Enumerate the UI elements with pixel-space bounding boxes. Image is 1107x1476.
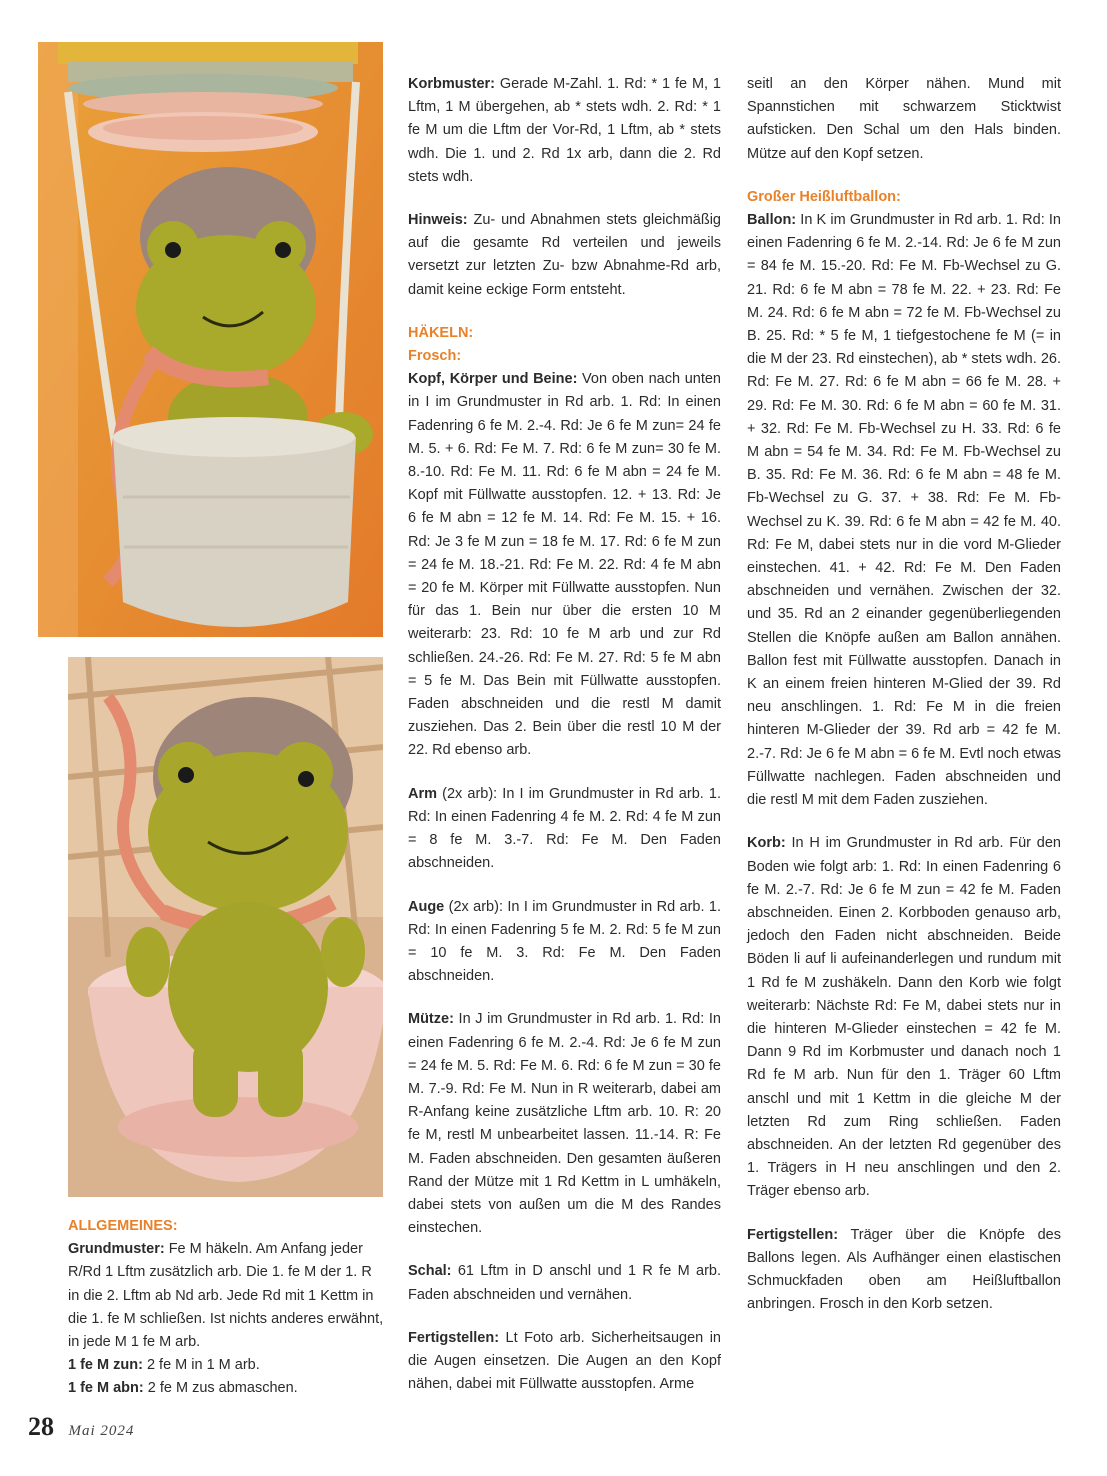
label-korb: Korb: [747, 835, 786, 852]
label-arm: Arm [408, 785, 438, 802]
text-ballon: In K im Grundmuster in Rd arb. 1. Rd: In einen Fadenring 6 fe M. 2.-14. Rd: Je 6 fe M zun = 84 fe M. 15.-20. Rd: Fe M. Fb-Wechsel zu G. 21. Rd: 6 fe M abn = 78 fe M. 22. + 23. Rd: Fe M. 24. Rd: 6 fe M abn = 72 fe M. Fb-Wechsel zu B. 25. Rd: * 5 fe M, 1 tiefgestochene fe M (= in die M der 23. Rd einstechen), ab * stets wdh. 26. Rd: Fe M. 27. Rd: 6 fe M abn = 66 fe M. 28. + 29. Rd: Fe M. 30. Rd: 6 fe M abn = 60 fe M. 31. + 32. Rd: Fe M. Fb-Wechsel zu H. 33. Rd: 6 fe M abn = 54 fe M. 34. Rd: Fe M. Fb-Wechsel zu B. 35. Rd: Fe M. 36. Rd: 6 fe M abn = 48 fe M. Fb-Wechsel zu G. 37. + 38. Rd: Fe M. Fb-Wechsel zu K. 39. Rd: 6 fe M abn = 42 fe M. 40. Rd: Fe M, dabei stets nur in die vord M-Glieder einstechen. 41. + 42. Rd: Fe M. Den Faden abschneiden und vernähen. Zwischen der 32. und 35. Rd an 2 einander gegenüberliegenden Stellen die Knöpfe außen am Ballon annähen. Ballon fest mit Füllwatte ausstopfen. Danach in K an einem freien hinteren M-Glied der 39. Rd neu anschlingen. 1. Rd: Fe M in die freien hinteren M-Glieder der 39. Rd arb = 42 fe M. 2.-7. Rd: Je 6 fe M abn = 6 fe M. Evtl noch etwas Füllwatte nachlegen. Faden abschneiden und die restl M mit dem Faden zusziehen. [747, 212, 1061, 809]
label-grundmuster: Grundmuster: [68, 1241, 165, 1258]
text-zun: 2 fe M in 1 M arb. [142, 1357, 260, 1374]
page-footer [28, 1412, 134, 1442]
text-hinweis: Zu- und Abnahmen stets gleichmäßig auf die gesamte Rd verteilen und jeweils versetzt zur letzten Zu- bzw Abnahme-Rd arb, damit keine eckige Form entsteht. [408, 212, 721, 298]
para-abn [68, 1377, 386, 1400]
column-middle [408, 73, 721, 1416]
text-auge: (2x arb): In I im Grundmuster in Rd arb. 1. Rd: In einen Fadenring 5 fe M. 2. Rd: 5 fe M zun = 10 fe M. 3. Rd: Fe M. Den Faden abschneiden. [408, 898, 721, 985]
para-auge [408, 896, 721, 989]
column-left [68, 1215, 386, 1401]
label-abn: 1 fe M abn: [68, 1380, 144, 1397]
text-arm: (2x arb): In I im Grundmuster in Rd arb. 1. Rd: In einen Fadenring 4 fe M. 2. Rd: 4 fe M zun = 8 fe M. 3.-7. Rd: Fe M. Den Faden abschneiden. [408, 785, 721, 872]
label-zun: 1 fe M zun: [68, 1357, 143, 1374]
photo-frog-in-bowl [68, 657, 383, 1197]
label-schal: Schal: [408, 1263, 452, 1280]
label-korbmuster: Korbmuster: [408, 76, 496, 92]
text-korbmuster: Gerade M-Zahl. 1. Rd: * 1 fe M, 1 Lftm, 1 M übergehen, ab * stets wdh. 2. Rd: * 1 fe M um die Lftm der Vor-Rd, 1 Lftm, ab * stets wdh. Die 1. und 2. Rd 1x arb, dann die 2. Rd stets wdh. [408, 76, 721, 185]
para-arm [408, 783, 721, 876]
text-grundmuster: Fe M häkeln. Am Anfang jeder R/Rd 1 Lftm zusätzlich arb. Die 1. fe M der 1. R in die 2. Lftm ab Nd arb. Jede Rd mit 1 Kettm in die 1. fe M schließen. Ist nichts anderes erwähnt, in jede M 1 fe M arb. [68, 1241, 384, 1351]
frog-bowl-illustration [68, 657, 383, 1197]
label-ballon: Ballon: [747, 212, 797, 229]
para-cont: seitl an den Körper nähen. Mund mit Spannstichen mit schwarzem Sticktwist aufsticken. Den Schal um den Hals binden. Mütze auf den Kopf setzen. [747, 76, 1061, 162]
para-korbmuster [408, 73, 721, 189]
photo-frog-in-balloon-basket [38, 42, 383, 637]
heading-frosch: Frosch: [408, 348, 462, 365]
text-fertig-frosch: Lt Foto arb. Sicherheitsaugen in die Augen einsetzen. Die Augen an den Kopf nähen, dabei mit Füllwatte ausstopfen. Arme [408, 1329, 721, 1393]
text-kopf: Von oben nach unten in I im Grundmuster in Rd arb. 1. Rd: In einen Fadenring 6 fe M. 2.-4. Rd: Je 6 fe M zun= 24 fe M. 5. + 6. Rd: Fe M. 7. Rd: 6 fe M zun= 30 fe M. 8.-10. Rd: Fe M. 11. Rd: 6 fe M abn = 24 fe M. Kopf mit Füllwatte ausstopfen. 12. + 13. Rd: Je 6 fe M abn = 12 fe M. 14. Rd: Fe M. 15. + 16. Rd: Je 3 fe M zun = 18 fe M. 17. Rd: 6 fe M zun = 24 fe M. 18.-21. Rd: Fe M. 22. Rd: 4 fe M abn = 20 fe M. Körper mit Füllwatte ausstopfen. Nun für das 1. Bein nur über die ersten 10 M weiterarb: 23. Rd: 10 fe M arb und zur Rd schließen. 24.-26. Rd: Fe M. 27. Rd: 5 fe M abn = 5 fe M. Das Bein mit Füllwatte ausstopfen. Faden abschneiden und die restl M damit zusziehen. Das 2. Bein über die restl 10 M der 22. Rd ebenso arb. [408, 371, 721, 759]
para-kopf [408, 368, 721, 762]
para-schal [408, 1260, 721, 1306]
para-ballon [747, 209, 1061, 812]
label-fertig-frosch: Fertigstellen: [408, 1329, 500, 1346]
heading-allgemeines: ALLGEMEINES: [68, 1218, 178, 1234]
label-hinweis: Hinweis: [408, 212, 468, 229]
para-fertig-ballon [747, 1224, 1061, 1317]
text-muetze: In J im Grundmuster in Rd arb. 1. Rd: In einen Fadenring 6 fe M. 2.-4. Rd: Je 6 fe M zun = 24 fe M. 5. Rd: Fe M. 6. Rd: 6 fe M zun = 30 fe M. 7.-9. Rd: Fe M. Nun in R weiterarb, dabei am R-Anfang keine zusätzliche Lftm arb. 10. R: 20 fe M, restl M unbearbeitet lassen. 11.-14. R: Fe M. Faden abschneiden. Den gesamten äußeren Rand der Mütze mit 1 Rd Kettm in L umhäkeln, dabei stets von außen um die M des Randes einstechen. [408, 1011, 721, 1237]
para-grundmuster [68, 1238, 386, 1354]
column-right [747, 73, 1061, 1336]
para-muetze [408, 1008, 721, 1240]
text-schal: 61 Lftm in D anschl und 1 R fe M arb. Faden abschneiden und vernähen. [408, 1263, 721, 1303]
issue-date: Mai 2024 [68, 1423, 135, 1439]
page-number: 28 [28, 1412, 54, 1441]
label-auge: Auge [408, 898, 445, 915]
label-fertig-ballon: Fertigstellen: [747, 1226, 839, 1243]
text-abn: 2 fe M zus abmaschen. [143, 1380, 298, 1397]
para-hinweis [408, 209, 721, 302]
heading-haekeln: HÄKELN: [408, 324, 474, 341]
para-zun [68, 1354, 386, 1377]
heading-grosser-ballon: Großer Heißluftballon: [747, 188, 901, 205]
label-muetze: Mütze: [408, 1011, 454, 1028]
frog-basket-illustration [38, 42, 383, 637]
label-kopf: Kopf, Körper und Beine: [408, 371, 578, 388]
para-korb [747, 832, 1061, 1203]
text-fertig-ballon: Träger über die Knöpfe des Ballons legen. Als Aufhänger einen elastischen Schmuckfaden oben am Heißluftballon anbringen. Frosch in den Korb setzen. [747, 1226, 1061, 1313]
text-korb: In H im Grundmuster in Rd arb. Für den Boden wie folgt arb: 1. Rd: In einen Fadenring 6 fe M. 2.-7. Rd: Je 6 fe M zun = 42 fe M. Faden abschneiden. Einen 2. Korbboden genauso arb, jedoch den Faden nicht abschneiden. Beide Böden li auf li aufeinanderlegen und rundum mit 1 Rd fe M zushäkeln. Dann den Korb wie folgt weiterarb: Nächste Rd: Fe M, dabei stets nur in die hinteren M-Glieder einstechen = 42 fe M. Dann 9 Rd im Korbmuster und danach noch 1 Rd fe M arb. Nun für den 1. Träger 60 Lftm anschl und mit 1 Kettm in die gleiche M der letzten Rd zum Ring schließen. Faden abschneiden. An der letzten Rd gegenüber des 1. Trägers in H neu anschlingen und den 2. Träger ebenso arb. [747, 835, 1061, 1200]
para-fertig-frosch [408, 1327, 721, 1397]
